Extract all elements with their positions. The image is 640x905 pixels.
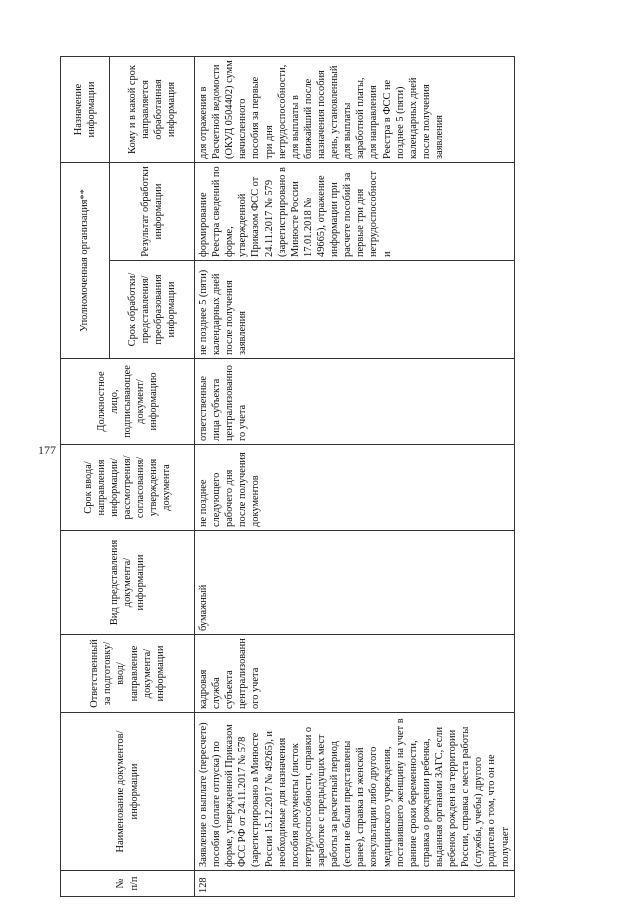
cell-official: ответственные лица субъекта централизованного учета — [195, 359, 515, 445]
header-deadline: Срок ввода/ направления информации/ рассмотрения/ согласования/ утверждения документа — [61, 445, 195, 531]
table-header-row — [61, 57, 110, 897]
cell-num: 128 — [195, 871, 515, 897]
cell-doc-name: Заявление о выплате (пересчете) пособия (оплате отпуска) по форме, утвержденной Приказом ФСС РФ от 24.11.2017 № 578 (зарегистрировано в Минюсте России 15.12.2017 № 49265), и необходимые для назначения пособия документы (листок нетрудоспособности, справки о заработке с предыдущих мест работы за расчетный период (если не были представлены ранее), справка из женской консультации либо другого медицинского учреждения, поставившего женщину на учет в ранние сроки беременности, справка о рождении ребенка, выданная органами ЗАГС, если ребенок рожден на территории России, справка с места работы (службы, учебы) другого родителя о том, что он не получает — [195, 713, 515, 871]
header-doc-name: Наименование документов/информации — [61, 713, 195, 871]
header-authorized-org: Уполномоченная организация** — [61, 163, 110, 359]
table-row — [195, 57, 515, 897]
header-num: № п/п — [61, 871, 195, 897]
header-recipient: Кому и в какой срок направляется обработанная информация — [110, 57, 195, 163]
cell-view: бумажный — [195, 531, 515, 635]
cell-processing-term: не позднее 5 (пяти) календарных дней после получения заявления — [195, 261, 515, 359]
document-table — [60, 56, 515, 897]
cell-recipient: для отражения в Расчетной ведомости (ОКУД 0504402) сумм начисленного пособия за первые три дня нетрудоспособности, для выплаты в ближайший после назначения пособия день, установленный для выплаты заработной платы, для направления Реестра в ФСС не позднее 5 (пяти) календарных дней после получения заявления — [195, 57, 515, 163]
cell-deadline: не позднее следующего рабочего дня после получения документов — [195, 445, 515, 531]
rotated-table-container — [60, 57, 520, 897]
page-number: 177 — [38, 443, 56, 457]
cell-responsible: кадровая служба субъекта централизованного учета — [195, 635, 515, 713]
header-view: Вид представления документа/ информации — [61, 531, 195, 635]
header-processing-term: Срок обработки/ представления/ преобразования информации — [110, 261, 195, 359]
cell-processing-result: формирование Реестра сведений по форме, утвержденной Приказом ФСС от 24.11.2017 № 579 (зарегистрировано в Минюсте России 17.01.2018 № 49665), отражение информации при расчете пособий за первые три дня нетрудоспособности — [195, 163, 515, 261]
header-responsible: Ответственный за подготовку/ ввод/ направление документа/ информации — [61, 635, 195, 713]
header-official: Должностное лицо, подписывающее документ/ информацию — [61, 359, 195, 445]
header-purpose: Назначение информации — [61, 57, 110, 163]
header-processing-result: Результат обработки информации — [110, 163, 195, 261]
